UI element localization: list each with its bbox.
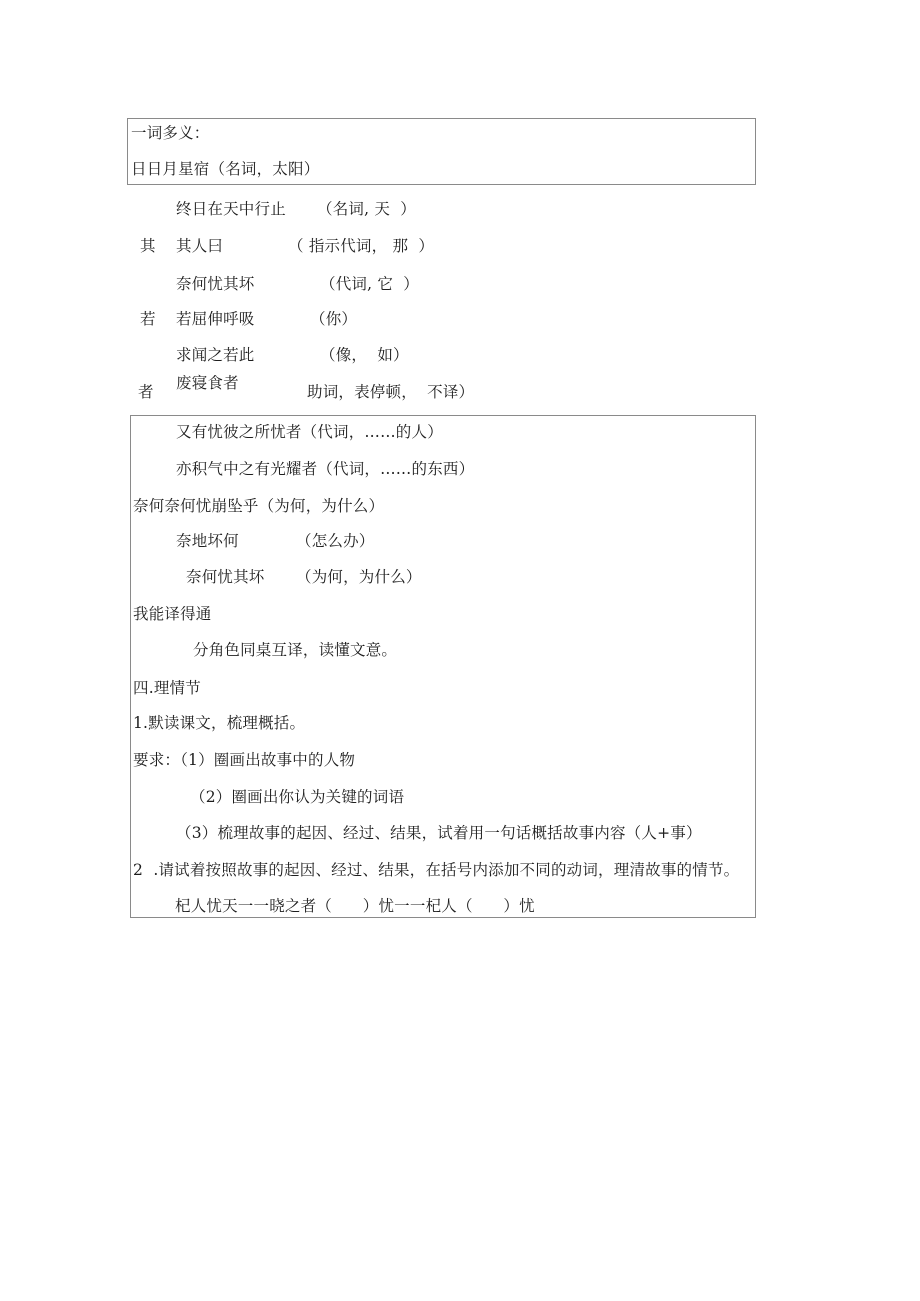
lesson-line-2: 奈何奈何忧崩坠乎（为何，为什么） xyxy=(133,497,385,515)
word-sense-line-11: （像， 如） xyxy=(320,346,409,364)
lesson-line-4: （怎么办） xyxy=(296,532,375,550)
lesson-plan-box xyxy=(130,415,756,918)
lesson-line-11: 要求：（1）圈画出故事中的人物 xyxy=(133,751,356,769)
word-sense-line-4: （ 指示代词， 那 ） xyxy=(288,237,435,255)
word-sense-line-10: 求闻之若此 xyxy=(176,346,255,364)
lesson-line-9: 四.理情节 xyxy=(133,679,201,697)
word-sense-line-3: 其人曰 xyxy=(176,237,224,255)
lesson-line-1: 亦积气中之有光耀者（代词，……的东西） xyxy=(176,460,475,478)
vocabulary-line-0: 一词多义： xyxy=(131,124,210,142)
lesson-line-7: 我能译得通 xyxy=(133,605,212,623)
word-sense-line-9: （你） xyxy=(310,310,358,328)
word-sense-line-12: 者 xyxy=(138,383,154,401)
lesson-line-5: 奈何忧其坏 xyxy=(186,568,265,586)
lesson-line-10: 1.默读课文，梳理概括。 xyxy=(133,714,306,732)
vocabulary-line-1: 日日月星宿（名词，太阳） xyxy=(131,160,320,178)
word-sense-line-5: 奈何忧其坏 xyxy=(176,275,255,293)
lesson-line-6: （为何，为什么） xyxy=(296,568,422,586)
word-sense-line-7: 若 xyxy=(140,310,156,328)
word-sense-line-8: 若屈伸呼吸 xyxy=(176,310,255,328)
word-sense-line-2: 其 xyxy=(140,237,156,255)
word-sense-line-14: 助词，表停顿， 不译） xyxy=(307,383,475,401)
lesson-line-15: 杞人忧天一一晓之者（ ）忧一一杞人（ ）忧 xyxy=(175,897,535,915)
lesson-line-8: 分角色同桌互译，读懂文意。 xyxy=(193,641,398,659)
lesson-line-3: 奈地坏何 xyxy=(176,532,239,550)
lesson-line-13: （3）梳理故事的起因、经过、结果，试着用一句话概括故事内容（人+事） xyxy=(176,824,702,842)
word-sense-line-13: 废寝食者 xyxy=(176,374,239,392)
word-sense-line-1: （名词, 天 ） xyxy=(317,200,417,218)
word-sense-line-0: 终日在天中行止 xyxy=(176,200,286,218)
word-sense-line-6: （代词, 它 ） xyxy=(320,275,420,293)
lesson-line-0: 又有忧彼之所忧者（代词，……的人） xyxy=(176,423,443,441)
lesson-line-12: （2）圈画出你认为关键的词语 xyxy=(190,788,405,806)
lesson-line-14: 2 .请试着按照故事的起因、经过、结果，在括号内添加不同的动词，理清故事的情节。 xyxy=(133,861,740,879)
